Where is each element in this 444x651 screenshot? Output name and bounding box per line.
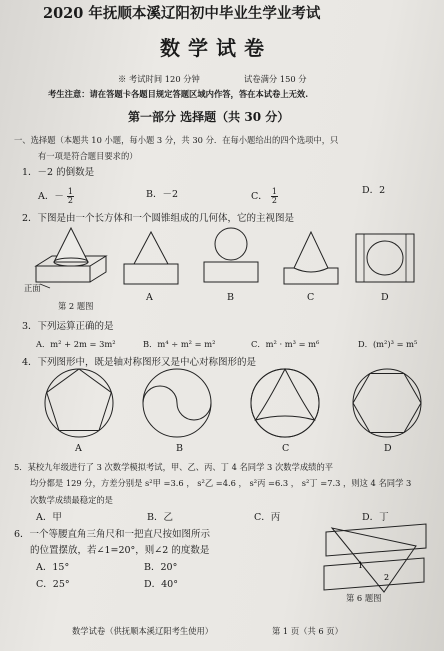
q2-stem: 2．下图是由一个长方体和一个圆锥组成的几何体，它的主视图是 bbox=[22, 213, 295, 224]
q3-option-c: C．m² · m³ = m⁶ bbox=[251, 339, 320, 349]
footer-left: 数学试卷（供抚顺本溪辽阳考生使用） bbox=[72, 626, 214, 636]
section-title: 第一部分 选择题（共 30 分） bbox=[128, 110, 290, 124]
page-number: 第 1 页（共 6 页） bbox=[272, 626, 343, 636]
q4-option-c-figure bbox=[248, 366, 322, 440]
q1-stem: 1．－2 的倒数是 bbox=[22, 167, 95, 178]
q4-option-a: A bbox=[75, 443, 82, 454]
q2-option-a: A bbox=[146, 292, 153, 303]
q6-option-b: B．20° bbox=[144, 562, 178, 573]
q2-option-a-figure bbox=[122, 228, 180, 288]
exam-time: ※ 考试时间 120 分钟 bbox=[118, 74, 200, 84]
q6-angle1-label: 1 bbox=[358, 561, 364, 570]
q5-line3: 次数学成绩最稳定的是 bbox=[30, 495, 113, 505]
q2-option-c-figure bbox=[282, 228, 340, 288]
q6-line1: 6．一个等腰直角三角尺和一把直尺按如图所示 bbox=[14, 529, 211, 540]
q3-option-d: D．(m²)³ = m⁵ bbox=[358, 339, 418, 349]
subject-title: 数学试卷 bbox=[160, 36, 272, 60]
q1-option-a: A．－ $\frac{1}{2}$ bbox=[38, 187, 73, 205]
q1-option-c: C． $\frac{1}{2}$ bbox=[251, 187, 277, 205]
q5-option-d: D．丁 bbox=[362, 512, 389, 523]
q4-stem: 4．下列图形中，既是轴对称图形又是中心对称图形的是 bbox=[22, 357, 257, 368]
q6-option-a: A．15° bbox=[36, 562, 70, 573]
q2-front-label: 正面 bbox=[24, 283, 41, 293]
q6-angle2-label: 2 bbox=[384, 573, 390, 582]
q2-option-b-figure bbox=[202, 226, 260, 288]
q4-option-d-figure bbox=[350, 366, 424, 440]
section-intro-2: 有一项是符合题目要求的） bbox=[38, 151, 138, 161]
q2-option-d: D bbox=[381, 292, 389, 303]
candidate-notice: 考生注意：请在答题卡各题目规定答题区域内作答，答在本试卷上无效. bbox=[48, 89, 309, 99]
q2-option-d-figure bbox=[354, 230, 416, 288]
section-intro-1: 一、选择题（本题共 10 小题，每小题 3 分，共 30 分．在每小题给出的四个选项中，只 bbox=[14, 135, 339, 145]
q1-option-b: B．－2 bbox=[146, 189, 179, 200]
q2-fig-caption: 第 2 题图 bbox=[58, 301, 94, 311]
q4-option-c: C bbox=[282, 443, 290, 454]
exam-score: 试卷满分 150 分 bbox=[244, 74, 307, 84]
q6-line2: 的位置摆放，若∠1=20°，则∠2 的度数是 bbox=[30, 545, 210, 556]
q4-option-d: D bbox=[384, 443, 392, 454]
q5-line1: 5．某校九年级进行了 3 次数学模拟考试，甲、乙、丙、丁 4 名同学 3 次数学成绩的平 bbox=[14, 462, 334, 472]
q6-figure bbox=[322, 522, 432, 598]
q6-fig-caption: 第 6 题图 bbox=[346, 593, 382, 603]
q2-solid-figure bbox=[30, 224, 110, 290]
q2-option-c: C bbox=[307, 292, 315, 303]
q5-option-c: C．丙 bbox=[254, 512, 281, 523]
q6-option-d: D．40° bbox=[144, 579, 178, 590]
q4-option-b: B bbox=[176, 443, 183, 454]
q3-option-b: B．m⁴ ÷ m² = m² bbox=[143, 339, 216, 349]
q1-option-d: D．2 bbox=[362, 185, 386, 196]
q3-option-a: A．m² + 2m = 3m² bbox=[36, 339, 116, 349]
q4-option-b-figure bbox=[140, 366, 214, 440]
q3-stem: 3．下列运算正确的是 bbox=[22, 321, 114, 332]
q5-option-b: B．乙 bbox=[147, 512, 173, 523]
q2-option-b: B bbox=[227, 292, 234, 303]
q5-line2: 均分都是 129 分，方差分别是 s²甲 =3.6 ， s²乙 =4.6 ， s²丙 =6.3 ， s²丁 =7.3 ，则这 4 名同学 3 bbox=[30, 478, 412, 488]
q6-option-c: C．25° bbox=[36, 579, 70, 590]
q5-option-a: A．甲 bbox=[36, 512, 62, 523]
q4-option-a-figure bbox=[42, 366, 116, 440]
exam-title: 2020 年抚顺本溪辽阳初中毕业生学业考试 bbox=[43, 5, 321, 22]
